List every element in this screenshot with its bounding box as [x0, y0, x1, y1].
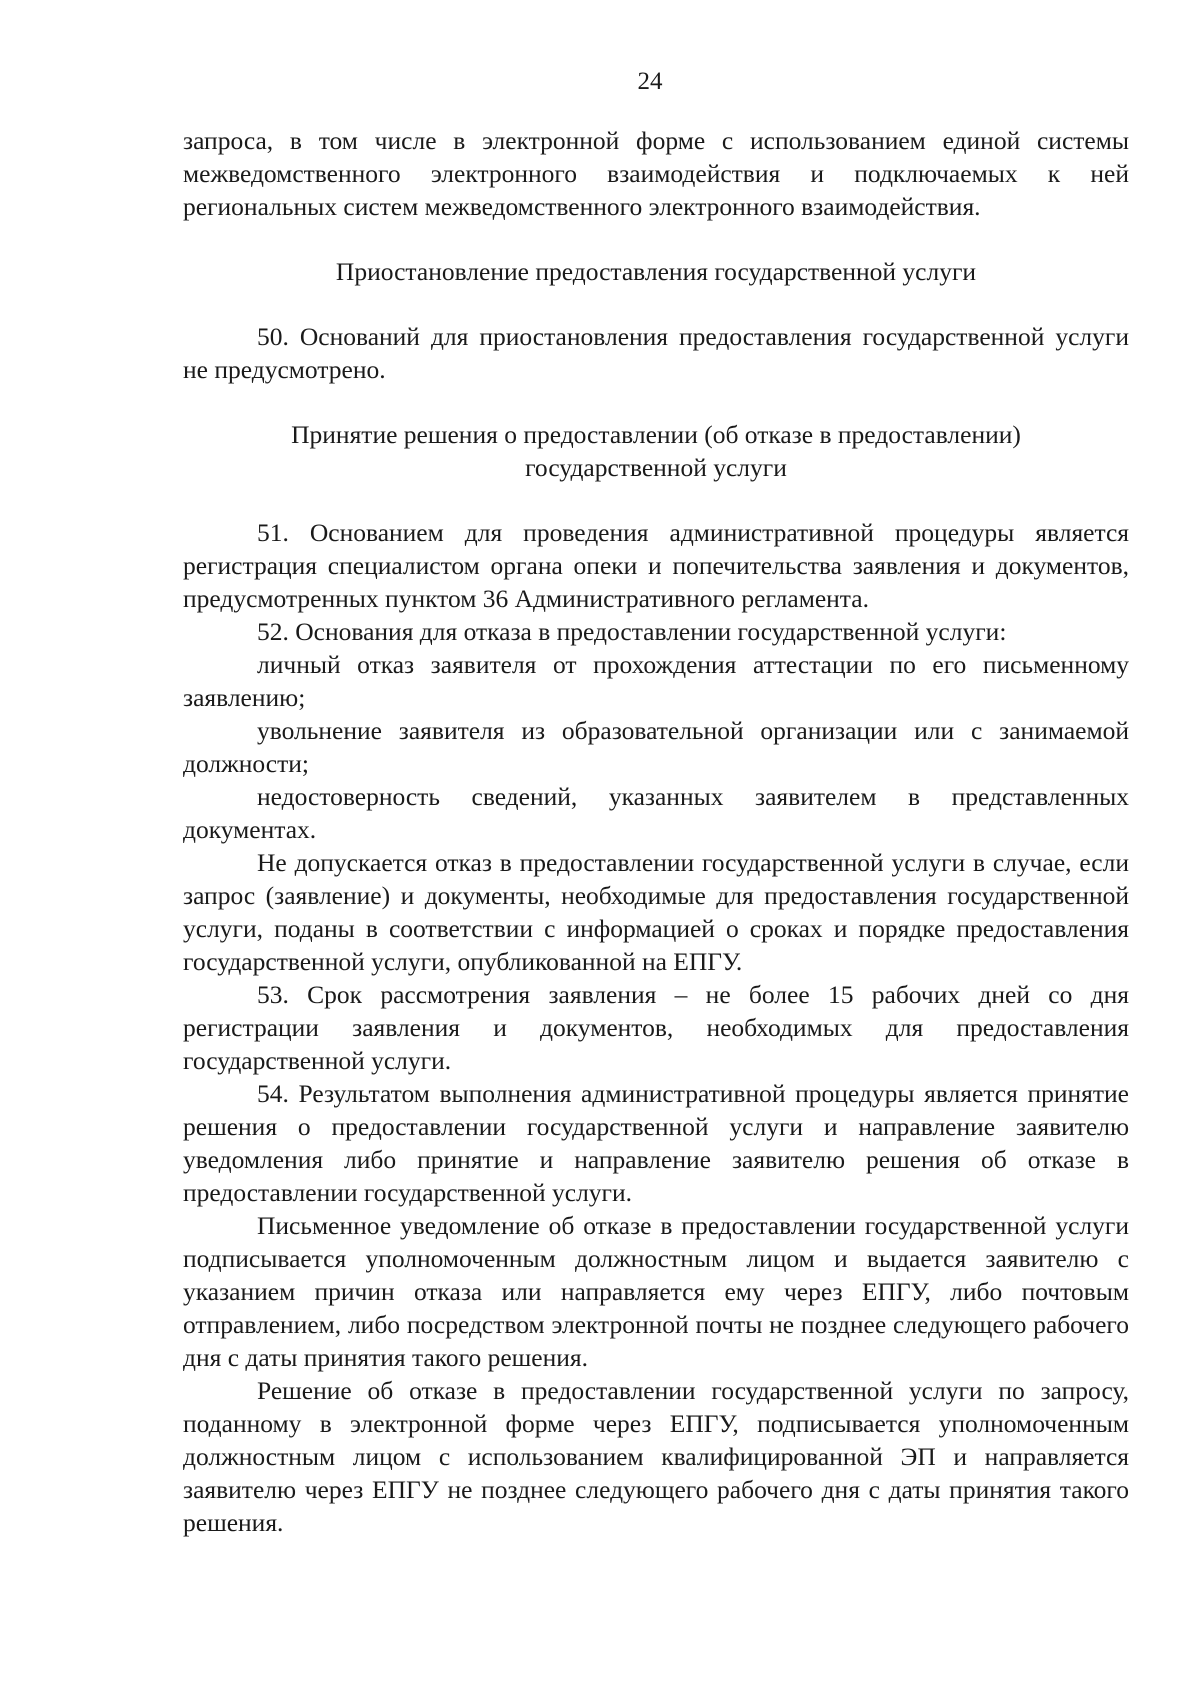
section-heading-decision-line1: Принятие решения о предоставлении (об отказе в предоставлении): [291, 420, 1021, 449]
intro-paragraph: запроса, в том числе в электронной форме с использованием единой системы межведомственного электронного взаимодействия и подключаемых к ней региональных систем межведомственного электронного взаимодействия.: [183, 126, 1129, 221]
document-body: [183, 124, 1129, 1539]
paragraph-53: 53. Срок рассмотрения заявления – не более 15 рабочих дней со дня регистрации заявления и документов, необходимых для предоставления государственной услуги.: [183, 980, 1129, 1075]
section-heading-decision-line2: государственной услуги: [525, 453, 787, 482]
paragraph-51: 51. Основанием для проведения административной процедуры является регистрация специалистом органа опеки и попечительства заявления и документов, предусмотренных пунктом 36 Административного регламента.: [183, 518, 1129, 613]
section-heading-suspension: Приостановление предоставления государственной услуги: [335, 257, 977, 286]
paragraph-electronic-refusal: Решение об отказе в предоставлении государственной услуги по запросу, поданному в электронной форме через ЕПГУ, подписывается уполномоченным должностным лицом с использованием квалифицированной ЭП и направляется заявителю через ЕПГУ не позднее следующего рабочего дня с даты принятия такого решения.: [183, 1376, 1129, 1537]
page-number: 24: [637, 68, 663, 95]
paragraph-52-item-1: личный отказ заявителя от прохождения аттестации по его письменному заявлению;: [183, 650, 1129, 712]
paragraph-52: 52. Основания для отказа в предоставлении государственной услуги:: [257, 617, 1007, 646]
paragraph-52-item-3: недостоверность сведений, указанных заявителем в представленных документах.: [183, 782, 1129, 844]
paragraph-no-refusal: Не допускается отказ в предоставлении государственной услуги в случае, если запрос (заявление) и документы, необходимые для предоставления государственной услуги, поданы в соответствии с информацией о сроках и порядке предоставления государственной услуги, опубликованной на ЕПГУ.: [183, 848, 1129, 976]
paragraph-54: 54. Результатом выполнения административной процедуры является принятие решения о предоставлении государственной услуги и направление заявителю уведомления либо принятие и направление заявителю решения об отказе в предоставлении государственной услуги.: [183, 1079, 1129, 1207]
paragraph-written-notice: Письменное уведомление об отказе в предоставлении государственной услуги подписывается уполномоченным должностным лицом и выдается заявителю с указанием причин отказа или направляется ему через ЕПГУ, либо почтовым отправлением, либо посредством электронной почты не позднее следующего рабочего дня с даты принятия такого решения.: [183, 1211, 1129, 1372]
section-heading-decision: [183, 418, 1129, 484]
paragraph-50: 50. Оснований для приостановления предоставления государственной услуги не предусмотрено.: [183, 322, 1129, 384]
paragraph-52-item-2: увольнение заявителя из образовательной организации или с занимаемой должности;: [183, 716, 1129, 778]
